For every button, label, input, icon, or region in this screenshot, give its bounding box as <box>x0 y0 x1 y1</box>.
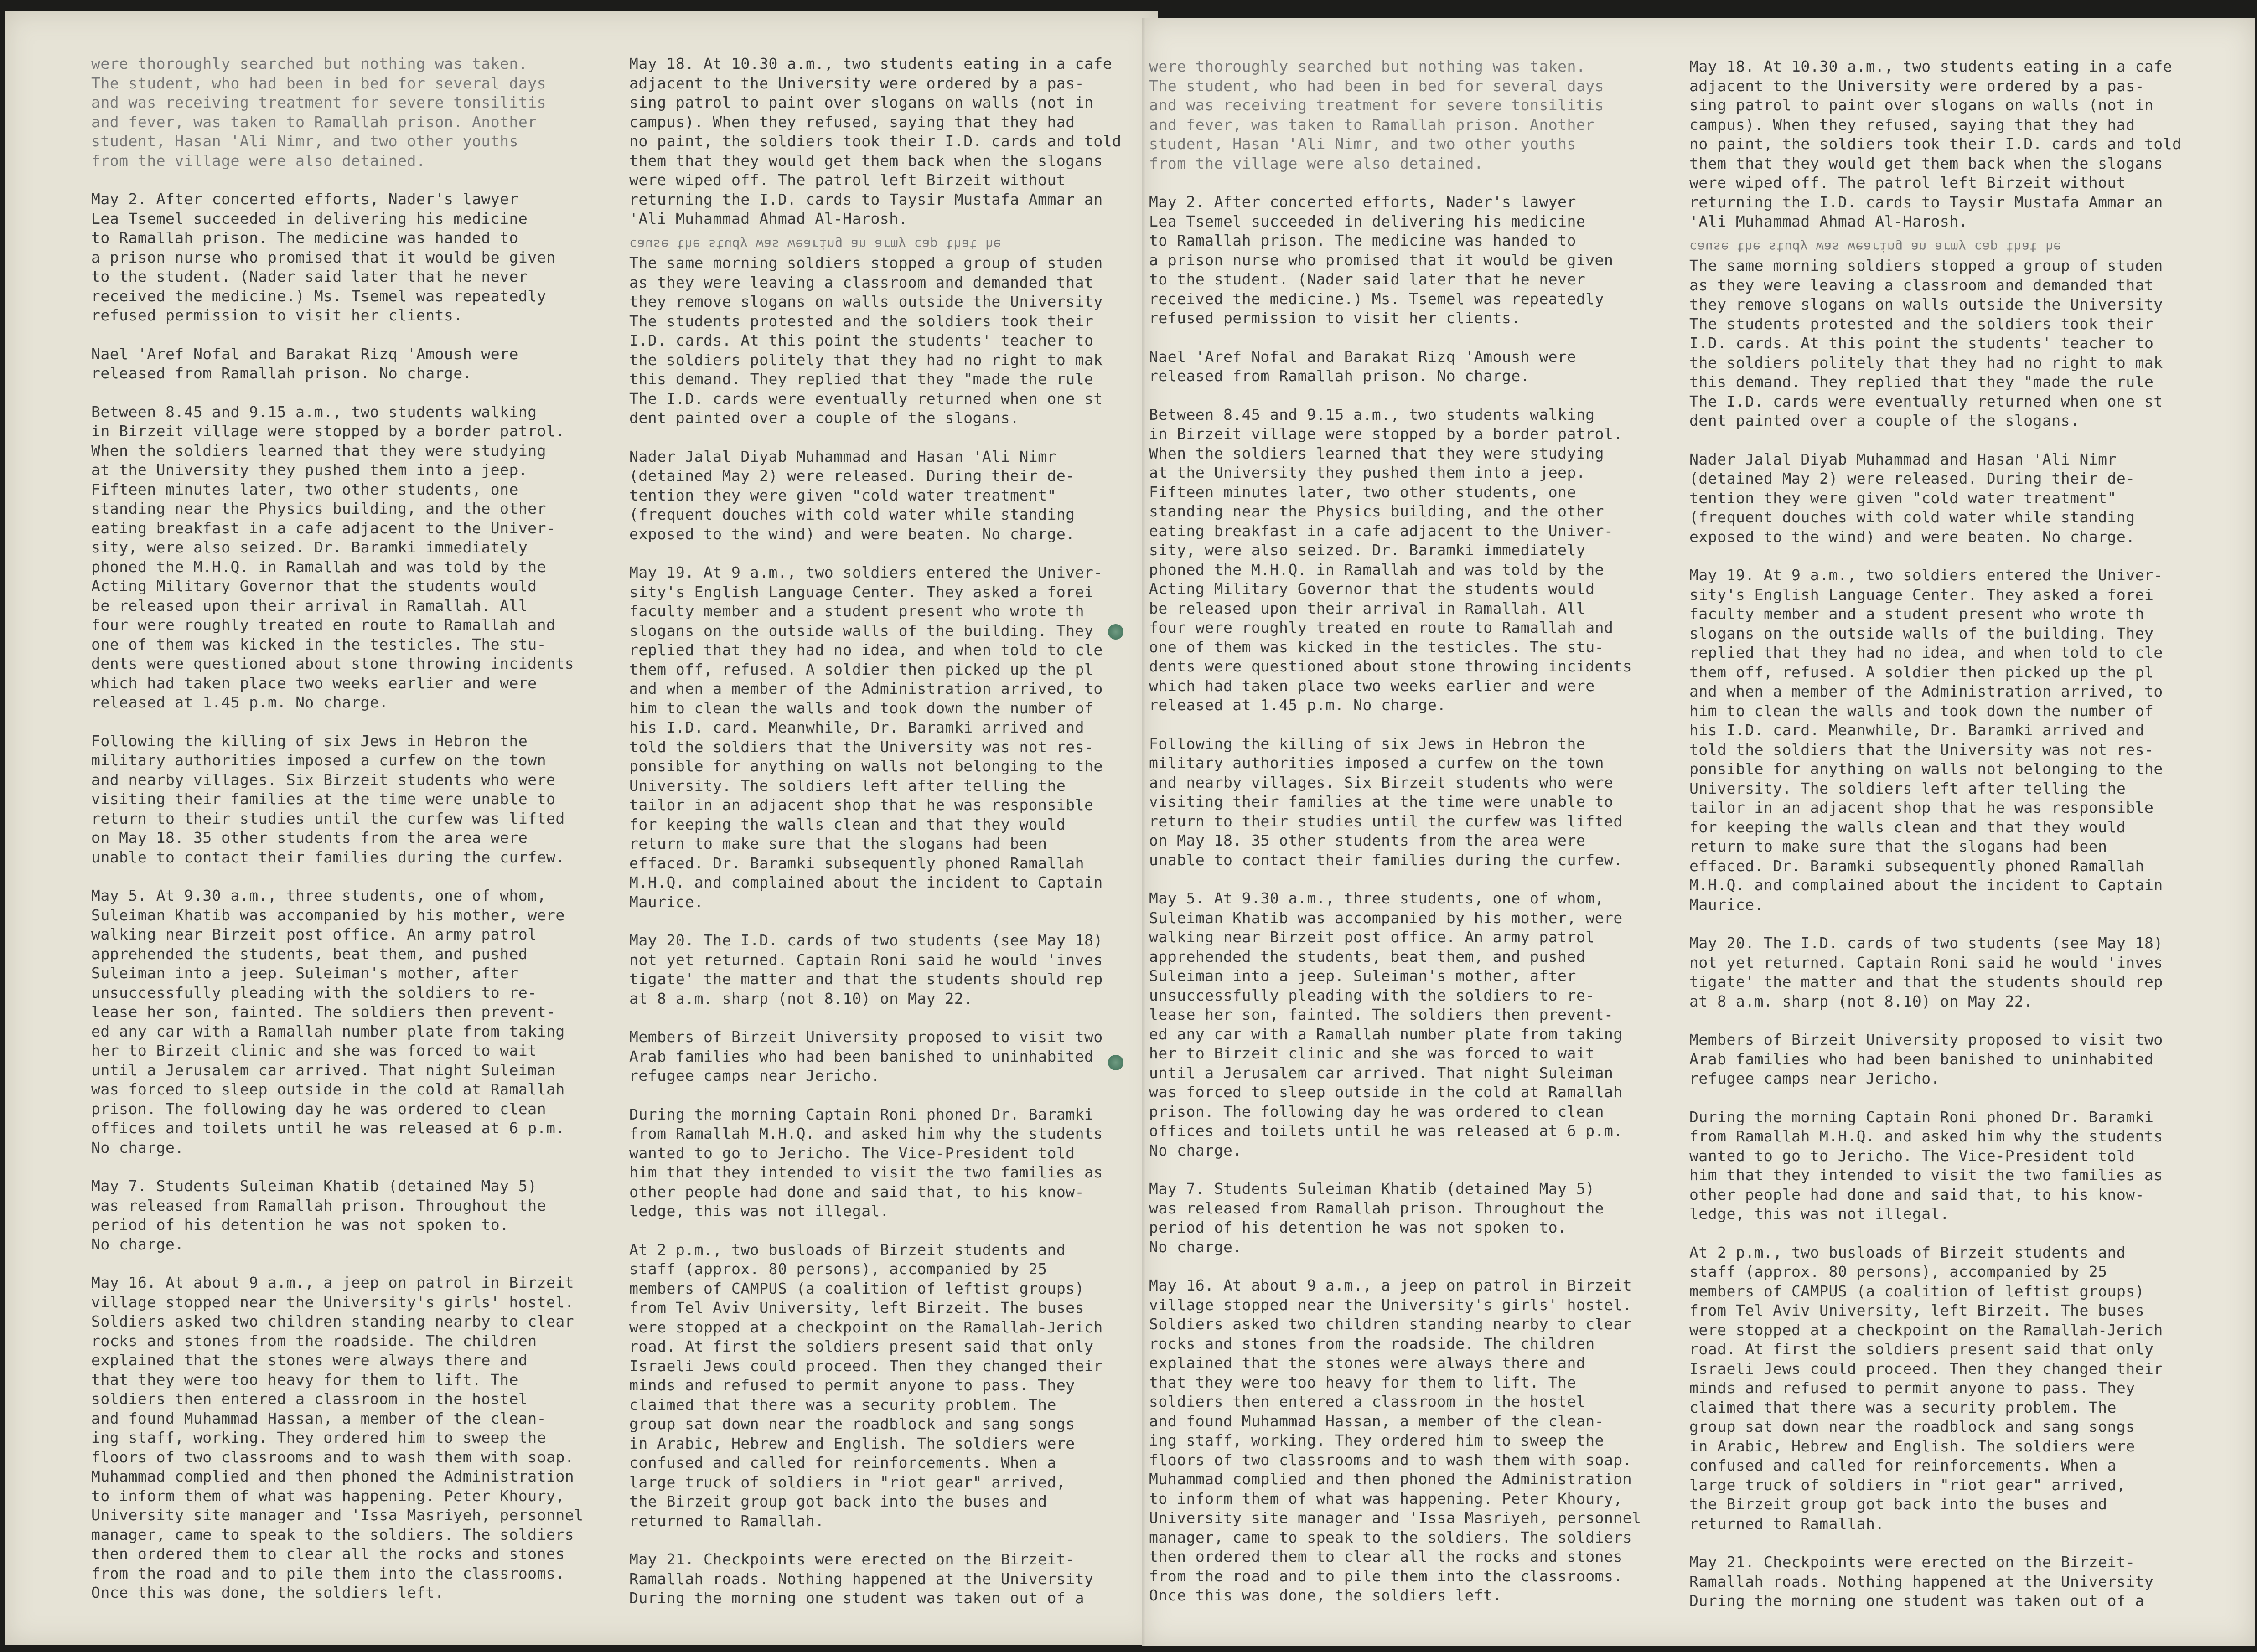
paragraph: At 2 p.m., two busloads of Birzeit students and staff (approx. 80 persons), accompanied by 25 members of CAMPUS (a coalition of leftist groups) from Tel Aviv University, left Birzeit. The buses were stopped at a checkpoint on the Ramallah-Jerich road. At first the soldiers present said that only Israeli Jews could proceed. Then they changed their minds and refused to permit anyone to pass. They claimed that there was a security problem. The group sat down near the roadblock and sang songs in Arabic, Hebrew and English. The soldiers were confused and called for reinforcements. When a large truck of soldiers in "riot gear" arrived, the Birzeit group got back into the buses and returned to Ramallah. <box>629 1240 1103 1530</box>
paragraph: May 20. The I.D. cards of two students (see May 18) not yet returned. Captain Roni said he would 'inves tigate' the matter and that the students should rep at 8 a.m. sharp (not 8.10) on May 22. <box>629 931 1103 1007</box>
paragraph: Nael 'Aref Nofal and Barakat Rizq 'Amoush were released from Ramallah prison. No charge. <box>91 345 518 382</box>
paragraph: During the morning Captain Roni phoned Dr. Baramki from Ramallah M.H.Q. and asked him why the students wanted to go to Jericho. The Vice-President told him that they intended to visit the two families as other people had done and said that, to his know- ledge, this was not illegal. <box>629 1105 1103 1220</box>
left-page <box>5 11 1158 1645</box>
paragraph: May 2. After concerted efforts, Nader's lawyer Lea Tsemel succeeded in delivering his medicine to Ramallah prison. The medicine was handed to a prison nurse who promised that it would be given to the student. (Nader said later that he never received the medicine.) Ms. Tsemel was repeatedly refused permission to visit her clients. <box>91 190 556 324</box>
paragraph: During the morning Captain Roni phoned Dr. Baramki from Ramallah M.H.Q. and asked him why the students wanted to go to Jericho. The Vice-President told him that they intended to visit the two families as other people had done and said that, to his know- ledge, this was not illegal. <box>1689 1108 2163 1223</box>
paragraph: May 19. At 9 a.m., two soldiers entered the Univer- sity's English Language Center. They asked a forei faculty member and a student present who wrote th slogans on the outside walls of the building. They replied that they had no idea, and when told to cle them off, refused. A soldier then picked up the pl and when a member of the Administration arrived, to him to clean the walls and took down the number of his I.D. card. Meanwhile, Dr. Baramki arrived and told the soldiers that the University was not res- ponsible for anything on walls not belonging to the University. The soldiers left after telling the tailor in an adjacent shop that he was responsible for keeping the walls clean and that they would return to make sure that the slogans had been effaced. Dr. Baramki subsequently phoned Ramallah M.H.Q. and complained about the incident to Captain Maurice. <box>629 563 1103 911</box>
paragraph: May 21. Checkpoints were erected on the Birzeit- Ramallah roads. Nothing happened at the University During the morning one student was taken out of a <box>629 1550 1094 1607</box>
ghost-line: cause the study was wearing an army cap that he <box>1689 239 2061 254</box>
paragraph: The same morning soldiers stopped a group of studen as they were leaving a classroom and demanded that they remove slogans on walls outside the University The students protested and the soldiers took their I.D. cards. At this point the students' teacher to the soldiers politely that they had no right to mak this demand. They replied that they "made the rule The I.D. cards were eventually returned when one st dent painted over a couple of the slogans. <box>629 254 1103 427</box>
paragraph: May 21. Checkpoints were erected on the Birzeit- Ramallah roads. Nothing happened at the University During the morning one student was taken out of a <box>1689 1553 2154 1610</box>
left-page-column-2 <box>629 54 1149 1627</box>
paragraph: The same morning soldiers stopped a group of studen as they were leaving a classroom and demanded that they remove slogans on walls outside the University The students protested and the soldiers took their I.D. cards. At this point the students' teacher to the soldiers politely that they had no right to mak this demand. They replied that they "made the rule The I.D. cards were eventually returned when one st dent painted over a couple of the slogans. <box>1689 257 2163 429</box>
paragraph: Nader Jalal Diyab Muhammad and Hasan 'Ali Nimr (detained May 2) were released. During their de- tention they were given "cold water treatment" (frequent douches with cold water while standing exposed to the wind) and were beaten. No charge. <box>1689 450 2135 546</box>
paragraph: were thoroughly searched but nothing was taken. The student, who had been in bed for several days and was receiving treatment for severe tonsilitis and fever, was taken to Ramallah prison. Another student, Hasan 'Ali Nimr, and two other youths from the village were also detained. <box>1149 57 1605 172</box>
paragraph: Members of Birzeit University proposed to visit two Arab families who had been banished to uninhabited refugee camps near Jericho. <box>629 1028 1103 1084</box>
paragraph: May 5. At 9.30 a.m., three students, one of whom, Suleiman Khatib was accompanied by his mother, were walking near Birzeit post office. An army patrol apprehended the students, beat them, and pushed Suleiman into a jeep. Suleiman's mother, after unsuccessfully pleading with the soldiers to re- lease her son, fainted. The soldiers then prevent- ed any car with a Ramallah number plate from taking her to Birzeit clinic and she was forced to wait until a Jerusalem car arrived. That night Suleiman was forced to sleep outside in the cold at Ramallah prison. The following day he was ordered to clean offices and toilets until he was released at 6 p.m. No charge. <box>91 887 565 1156</box>
paragraph: May 2. After concerted efforts, Nader's lawyer Lea Tsemel succeeded in delivering his medicine to Ramallah prison. The medicine was handed to a prison nurse who promised that it would be given to the student. (Nader said later that he never received the medicine.) Ms. Tsemel was repeatedly refused permission to visit her clients. <box>1149 193 1614 327</box>
paragraph: May 18. At 10.30 a.m., two students eating in a cafe adjacent to the University were ordered by a pas- sing patrol to paint over slogans on walls (not in campus). When they refused, saying that they had no paint, the soldiers took their I.D. cards and told them that they would get them back when the slogans were wiped off. The patrol left Birzeit without returning the I.D. cards to Taysir Mustafa Ammar an 'Ali Muhammad Ahmad Al-Harosh. <box>629 55 1122 227</box>
right-page-column-1 <box>1149 57 1669 1625</box>
staple-mark <box>1108 624 1123 640</box>
paragraph: May 19. At 9 a.m., two soldiers entered the Univer- sity's English Language Center. They asked a forei faculty member and a student present who wrote th slogans on the outside walls of the building. They replied that they had no idea, and when told to cle them off, refused. A soldier then picked up the pl and when a member of the Administration arrived, to him to clean the walls and took down the number of his I.D. card. Meanwhile, Dr. Baramki arrived and told the soldiers that the University was not res- ponsible for anything on walls not belonging to the University. The soldiers left after telling the tailor in an adjacent shop that he was responsible for keeping the walls clean and that they would return to make sure that the slogans had been effaced. Dr. Baramki subsequently phoned Ramallah M.H.Q. and complained about the incident to Captain Maurice. <box>1689 566 2163 914</box>
paragraph: were thoroughly searched but nothing was taken. The student, who had been in bed for several days and was receiving treatment for severe tonsilitis and fever, was taken to Ramallah prison. Another student, Hasan 'Ali Nimr, and two other youths from the village were also detained. <box>91 55 547 170</box>
paragraph: Between 8.45 and 9.15 a.m., two students walking in Birzeit village were stopped by a border patrol. When the soldiers learned that they were studying at the University they pushed them into a jeep. Fifteen minutes later, two other students, one standing near the Physics building, and the other eating breakfast in a cafe adjacent to the Univer- sity, were also seized. Dr. Baramki immediately phoned the M.H.Q. in Ramallah and was told by the Acting Military Governor that the students would be released upon their arrival in Ramallah. All four were roughly treated en route to Ramallah and one of them was kicked in the testicles. The stu- dents were questioned about stone throwing incidents which had taken place two weeks earlier and were released at 1.45 p.m. No charge. <box>1149 405 1632 714</box>
paragraph: Following the killing of six Jews in Hebron the military authorities imposed a curfew on the town and nearby villages. Six Birzeit students who were visiting their families at the time were unable to return to their studies until the curfew was lifted on May 18. 35 other students from the area were unable to contact their families during the curfew. <box>91 732 565 866</box>
paragraph: Between 8.45 and 9.15 a.m., two students walking in Birzeit village were stopped by a border patrol. When the soldiers learned that they were studying at the University they pushed them into a jeep. Fifteen minutes later, two other students, one standing near the Physics building, and the other eating breakfast in a cafe adjacent to the Univer- sity, were also seized. Dr. Baramki immediately phoned the M.H.Q. in Ramallah and was told by the Acting Military Governor that the students would be released upon their arrival in Ramallah. All four were roughly treated en route to Ramallah and one of them was kicked in the testicles. The stu- dents were questioned about stone throwing incidents which had taken place two weeks earlier and were released at 1.45 p.m. No charge. <box>91 403 575 711</box>
paragraph: May 5. At 9.30 a.m., three students, one of whom, Suleiman Khatib was accompanied by his mother, were walking near Birzeit post office. An army patrol apprehended the students, beat them, and pushed Suleiman into a jeep. Suleiman's mother, after unsuccessfully pleading with the soldiers to re- lease her son, fainted. The soldiers then prevent- ed any car with a Ramallah number plate from taking her to Birzeit clinic and she was forced to wait until a Jerusalem car arrived. That night Suleiman was forced to sleep outside in the cold at Ramallah prison. The following day he was ordered to clean offices and toilets until he was released at 6 p.m. No charge. <box>1149 889 1623 1159</box>
paragraph: May 18. At 10.30 a.m., two students eating in a cafe adjacent to the University were ordered by a pas- sing patrol to paint over slogans on walls (not in campus). When they refused, saying that they had no paint, the soldiers took their I.D. cards and told them that they would get them back when the slogans were wiped off. The patrol left Birzeit without returning the I.D. cards to Taysir Mustafa Ammar an 'Ali Muhammad Ahmad Al-Harosh. <box>1689 57 2182 230</box>
paragraph: Nader Jalal Diyab Muhammad and Hasan 'Ali Nimr (detained May 2) were released. During their de- tention they were given "cold water treatment" (frequent douches with cold water while standing exposed to the wind) and were beaten. No charge. <box>629 447 1075 543</box>
page-crease <box>1142 18 1145 1646</box>
paragraph: May 16. At about 9 a.m., a jeep on patrol in Birzeit village stopped near the University's girls' hostel. Soldiers asked two children standing nearby to clear rocks and stones from the roadside. The children explained that the stones were always there and that they were too heavy for them to lift. The soldiers then entered a classroom in the hostel and found Muhammad Hassan, a member of the clean- ing staff, working. They ordered him to sweep the floors of two classrooms and to wash them with soap. Muhammad complied and then phoned the Administration to inform them of what was happening. Peter Khoury, University site manager and 'Issa Masriyeh, personnel manager, came to speak to the soldiers. The soldiers then ordered them to clear all the rocks and stones from the road and to pile them into the classrooms. Once this was done, the soldiers left. <box>91 1274 584 1601</box>
paragraph: At 2 p.m., two busloads of Birzeit students and staff (approx. 80 persons), accompanied by 25 members of CAMPUS (a coalition of leftist groups) from Tel Aviv University, left Birzeit. The buses were stopped at a checkpoint on the Ramallah-Jerich road. At first the soldiers present said that only Israeli Jews could proceed. Then they changed their minds and refused to permit anyone to pass. They claimed that there was a security problem. The group sat down near the roadblock and sang songs in Arabic, Hebrew and English. The soldiers were confused and called for reinforcements. When a large truck of soldiers in "riot gear" arrived, the Birzeit group got back into the buses and returned to Ramallah. <box>1689 1243 2163 1533</box>
ghost-line: cause the study was wearing an army cap that he <box>629 237 1001 252</box>
paragraph: Members of Birzeit University proposed to visit two Arab families who had been banished to uninhabited refugee camps near Jericho. <box>1689 1031 2163 1087</box>
paragraph: May 16. At about 9 a.m., a jeep on patrol in Birzeit village stopped near the University's girls' hostel. Soldiers asked two children standing nearby to clear rocks and stones from the roadside. The children explained that the stones were always there and that they were too heavy for them to lift. The soldiers then entered a classroom in the hostel and found Muhammad Hassan, a member of the clean- ing staff, working. They ordered him to sweep the floors of two classrooms and to wash them with soap. Muhammad complied and then phoned the Administration to inform them of what was happening. Peter Khoury, University site manager and 'Issa Masriyeh, personnel manager, came to speak to the soldiers. The soldiers then ordered them to clear all the rocks and stones from the road and to pile them into the classrooms. Once this was done, the soldiers left. <box>1149 1276 1641 1604</box>
paragraph: May 7. Students Suleiman Khatib (detained May 5) was released from Ramallah prison. Throughout the period of his detention he was not spoken to. No charge. <box>91 1177 547 1253</box>
right-page-column-2 <box>1689 57 2209 1630</box>
paragraph: Nael 'Aref Nofal and Barakat Rizq 'Amoush were released from Ramallah prison. No charge. <box>1149 347 1576 385</box>
left-page-column-1 <box>91 54 611 1622</box>
paragraph: May 20. The I.D. cards of two students (see May 18) not yet returned. Captain Roni said he would 'inves tigate' the matter and that the students should rep at 8 a.m. sharp (not 8.10) on May 22. <box>1689 934 2163 1010</box>
paragraph: Following the killing of six Jews in Hebron the military authorities imposed a curfew on the town and nearby villages. Six Birzeit students who were visiting their families at the time were unable to return to their studies until the curfew was lifted on May 18. 35 other students from the area were unable to contact their families during the curfew. <box>1149 734 1623 869</box>
right-page <box>1142 18 2255 1646</box>
staple-mark <box>1108 1055 1123 1070</box>
paragraph: May 7. Students Suleiman Khatib (detained May 5) was released from Ramallah prison. Throughout the period of his detention he was not spoken to. No charge. <box>1149 1180 1605 1256</box>
